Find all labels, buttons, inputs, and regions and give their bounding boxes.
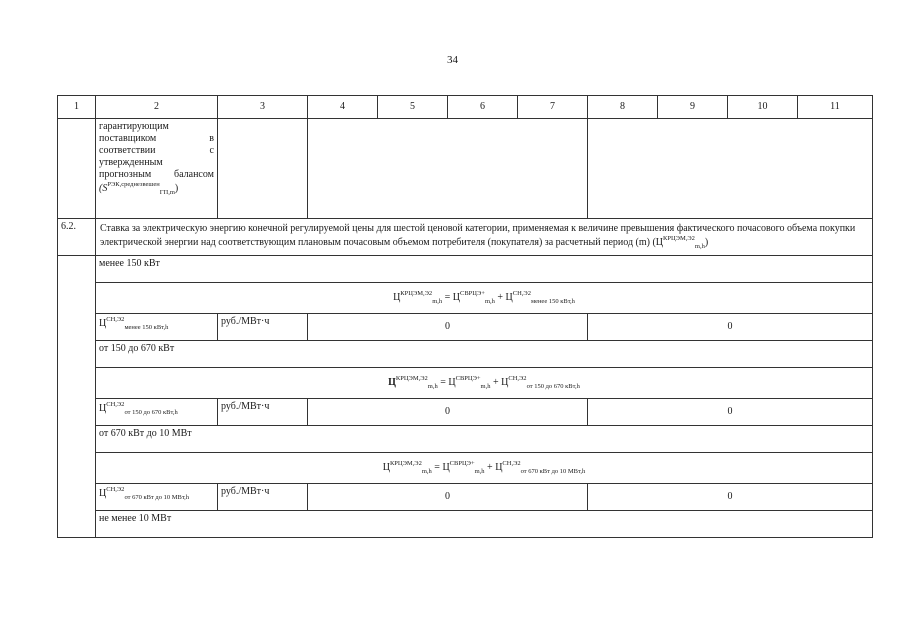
row-value: 0 <box>308 483 588 510</box>
formula-row <box>58 367 873 398</box>
value-row <box>58 483 873 510</box>
formula: $Ц^{КРЦЭМ,Э2}_{m,h} = Ц^{СВРЦЭ+}_{m,h} + Ц^{СН,Э2}_{от 670 кВт до 10 МВт,h}$ <box>96 452 873 483</box>
formula: $Ц^{КРЦЭМ,Э2}_{m,h} = Ц^{СВРЦЭ+}_{m,h} + Ц^{СН,Э2}_{от 150 до 670 кВт,h}$ <box>96 367 873 398</box>
range-label: от 670 кВт до 10 МВт <box>96 425 873 452</box>
page-number: 34 <box>447 54 458 66</box>
row-value: 0 <box>308 398 588 425</box>
continuation-row <box>58 119 873 219</box>
section-title: Ставка за электрическую энергию конечной регулируемой цены для шестой ценовой категории, применяемая к величине превышения фактического почасового объема покупки электрической энергии над соответствующим плановым почасовым объемом потребителя (покупателя) за расчетный период (m) $(Ц^{КРЦЭМ,Э2}_{m,h})$ <box>96 219 873 256</box>
row-symbol: $Ц^{СН,Э2}_{от 670 кВт до 10 МВт,h}$ <box>96 483 218 510</box>
range-label: не менее 10 МВт <box>96 510 873 537</box>
row-value: 0 <box>588 398 873 425</box>
column-number: 10 <box>728 96 798 119</box>
value-row <box>58 398 873 425</box>
continuation-text-cell <box>96 119 218 219</box>
row-unit: руб./МВт·ч <box>218 483 308 510</box>
range-label-row <box>58 255 873 282</box>
row-unit: руб./МВт·ч <box>218 313 308 340</box>
column-number: 5 <box>378 96 448 119</box>
value-row <box>58 313 873 340</box>
range-label: от 150 до 670 кВт <box>96 340 873 367</box>
formula: $Ц^{КРЦЭМ,Э2}_{m,h} = Ц^{СВРЦЭ+}_{m,h} + Ц^{СН,Э2}_{менее 150 кВт,h}$ <box>96 282 873 313</box>
section-header-row <box>58 219 873 256</box>
section-number: 6.2. <box>58 219 96 256</box>
range-label-row <box>58 510 873 537</box>
range-label: менее 150 кВт <box>96 255 873 282</box>
column-number: 1 <box>58 96 96 119</box>
range-label-row <box>58 340 873 367</box>
range-label-row <box>58 425 873 452</box>
column-number-row <box>58 96 873 119</box>
row-unit: руб./МВт·ч <box>218 398 308 425</box>
row-symbol: $Ц^{СН,Э2}_{менее 150 кВт,h}$ <box>96 313 218 340</box>
continuation-symbol: $(S^{РЭК,среднезвешен}_{ГП,m})$ <box>99 181 179 196</box>
column-number: 11 <box>798 96 873 119</box>
column-number: 9 <box>658 96 728 119</box>
formula-row <box>58 282 873 313</box>
tariff-table <box>57 95 873 538</box>
column-number: 3 <box>218 96 308 119</box>
row-value: 0 <box>588 483 873 510</box>
formula-row <box>58 452 873 483</box>
row-symbol: $Ц^{СН,Э2}_{от 150 до 670 кВт,h}$ <box>96 398 218 425</box>
column-number: 7 <box>518 96 588 119</box>
row-value: 0 <box>588 313 873 340</box>
continuation-text: гарантирующим поставщиком в соответствии с утвержденным прогнозным балансом <box>99 121 214 180</box>
column-number: 8 <box>588 96 658 119</box>
column-number: 6 <box>448 96 518 119</box>
row-value: 0 <box>308 313 588 340</box>
column-number: 4 <box>308 96 378 119</box>
column-number: 2 <box>96 96 218 119</box>
